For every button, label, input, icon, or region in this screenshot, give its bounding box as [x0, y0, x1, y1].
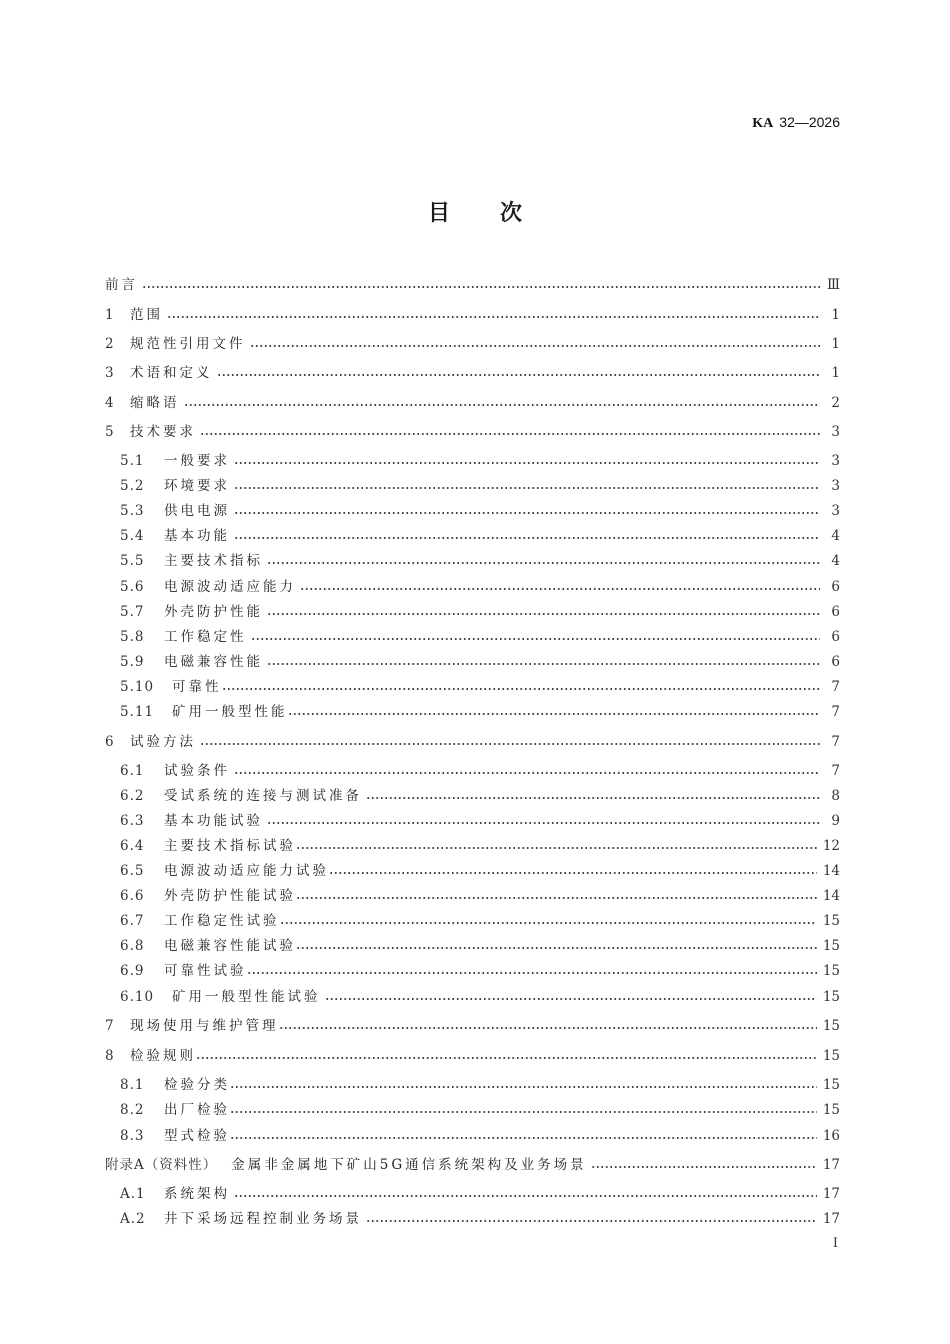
toc-entry-page: 7	[831, 734, 840, 750]
toc-entry-page: 15	[822, 913, 840, 929]
toc-entry-number: 5.9	[120, 654, 145, 670]
dot-leader	[296, 886, 817, 906]
toc-entry[interactable]	[120, 652, 840, 672]
toc-entry-title: 供电电源	[164, 503, 230, 519]
page-title: 目次	[427, 201, 572, 226]
standard-prefix: KA	[752, 116, 774, 131]
toc-entry-number: 8.3	[120, 1128, 145, 1144]
toc-entry[interactable]	[120, 451, 840, 471]
dot-leader	[200, 422, 820, 442]
dot-leader	[234, 526, 820, 546]
toc-entry-number: A.1	[120, 1186, 146, 1202]
dot-leader	[217, 363, 821, 383]
toc-entry-number: 5.5	[120, 553, 145, 569]
toc-entry-title: 电磁兼容性能试验	[164, 938, 296, 954]
dot-leader	[267, 652, 820, 672]
dot-leader	[300, 577, 820, 597]
toc-entry[interactable]	[105, 1016, 840, 1036]
toc-entry-number: 6.7	[120, 913, 145, 929]
toc-entry[interactable]	[120, 577, 840, 597]
toc-entry-title: 试验条件	[164, 763, 230, 779]
toc-entry-number: 7	[105, 1018, 115, 1034]
toc-entry-page: 3	[831, 478, 840, 494]
toc-entry-title: 电源波动适应能力	[164, 579, 296, 595]
toc-entry-page: 15	[822, 938, 840, 954]
toc-entry-number: 6.2	[120, 788, 145, 804]
toc-entry[interactable]	[120, 476, 840, 496]
toc-entry-title: 术语和定义	[130, 365, 213, 381]
toc-entry-title: 矿用一般型性能	[172, 704, 288, 720]
toc-entry-number: 5.3	[120, 503, 145, 519]
toc-entry-title: 外壳防护性能	[164, 604, 263, 620]
dot-leader	[329, 861, 817, 881]
dot-leader	[288, 702, 821, 722]
toc-entry-number: 6.5	[120, 863, 145, 879]
toc-entry[interactable]	[105, 1155, 840, 1175]
dot-leader	[296, 836, 817, 856]
toc-entry-page: 6	[831, 604, 840, 620]
toc-entry[interactable]	[120, 886, 840, 906]
toc-entry[interactable]	[120, 836, 840, 856]
toc-entry-page: 14	[822, 888, 840, 904]
toc-entry-title: 现场使用与维护管理	[130, 1018, 279, 1034]
toc-entry-page: 1	[831, 365, 840, 381]
toc-entry-title: 检验规则	[130, 1048, 196, 1064]
toc-entry-title: 工作稳定性试验	[164, 913, 280, 929]
toc-entry-number: A.2	[120, 1211, 146, 1227]
toc-entry[interactable]	[120, 1100, 840, 1120]
toc-entry-title: 前言	[105, 277, 138, 293]
toc-entry-page: 15	[822, 1048, 840, 1064]
dot-leader	[366, 1209, 817, 1229]
toc-entry-page: 6	[831, 654, 840, 670]
toc-entry-number: 8.2	[120, 1102, 145, 1118]
toc-entry-page: 16	[822, 1128, 840, 1144]
toc-entry-page: 7	[831, 704, 840, 720]
toc-entry-number: 5.10	[120, 679, 155, 695]
dot-leader	[230, 1126, 817, 1146]
page-number: I	[832, 1236, 838, 1251]
dot-leader	[250, 334, 821, 354]
toc-entry[interactable]	[120, 1184, 840, 1204]
toc-entry[interactable]	[105, 334, 840, 354]
toc-entry-title: 工作稳定性	[164, 629, 247, 645]
standard-code	[752, 114, 840, 132]
toc-entry-number: 5.7	[120, 604, 145, 620]
toc-entry[interactable]	[120, 861, 840, 881]
toc-entry-page: 6	[831, 579, 840, 595]
dot-leader	[280, 911, 817, 931]
toc-entry-title: 试验方法	[130, 734, 196, 750]
toc-entry-title: 井下采场远程控制业务场景	[164, 1211, 362, 1227]
toc-entry-title: 系统架构	[164, 1186, 230, 1202]
toc-entry-title: 型式检验	[164, 1128, 230, 1144]
toc-entry-title: 电源波动适应能力试验	[164, 863, 329, 879]
toc-entry-number: 8	[105, 1048, 115, 1064]
toc-entry-number: 5.8	[120, 629, 145, 645]
toc-entry[interactable]	[120, 627, 840, 647]
toc-entry[interactable]	[120, 987, 840, 1007]
toc-entry-page: Ⅲ	[826, 277, 840, 293]
dot-leader	[196, 1046, 817, 1066]
dot-leader	[142, 275, 820, 295]
toc-entry-title: 基本功能	[164, 528, 230, 544]
toc-entry-number: 2	[105, 336, 115, 352]
toc-entry-page: 4	[831, 553, 840, 569]
toc-entry-page: 12	[822, 838, 840, 854]
dot-leader	[230, 1075, 817, 1095]
toc-entry-page: 3	[831, 424, 840, 440]
toc-entry-number: 6.8	[120, 938, 145, 954]
dot-leader	[234, 501, 820, 521]
toc-entry-title: 环境要求	[164, 478, 230, 494]
dot-leader	[234, 761, 820, 781]
toc-entry-number: 4	[105, 395, 115, 411]
dot-leader	[279, 1016, 817, 1036]
toc-entry-title: 一般要求	[164, 453, 230, 469]
dot-leader	[234, 476, 820, 496]
toc-entry-page: 17	[822, 1157, 840, 1173]
toc-entry[interactable]	[120, 961, 840, 981]
toc-entry-title: 可靠性	[172, 679, 222, 695]
toc-entry-title: 矿用一般型性能试验	[172, 989, 321, 1005]
toc-entry-title: 受试系统的连接与测试准备	[164, 788, 362, 804]
toc-entry[interactable]	[105, 275, 840, 295]
toc-entry-number: 3	[105, 365, 115, 381]
toc-entry-page: 8	[831, 788, 840, 804]
toc-entry-number: 6.3	[120, 813, 145, 829]
toc-entry-number: 6.6	[120, 888, 145, 904]
toc-entry-number: 6.9	[120, 963, 145, 979]
standard-number: 32—2026	[779, 114, 840, 130]
toc-entry-page: 6	[831, 629, 840, 645]
toc-entry[interactable]	[120, 677, 840, 697]
toc-entry[interactable]	[120, 551, 840, 571]
toc-entry-page: 4	[831, 528, 840, 544]
toc-entry[interactable]	[120, 501, 840, 521]
toc-entry-title: 主要技术指标试验	[164, 838, 296, 854]
toc-entry-title: 缩略语	[130, 395, 180, 411]
toc-entry[interactable]	[105, 422, 840, 442]
dot-leader	[267, 551, 820, 571]
toc-entry[interactable]	[105, 732, 840, 752]
dot-leader	[325, 987, 817, 1007]
dot-leader	[296, 936, 817, 956]
toc-entry-number: 5.2	[120, 478, 145, 494]
dot-leader	[267, 602, 820, 622]
toc-entry-number: 6.1	[120, 763, 145, 779]
dot-leader	[222, 677, 821, 697]
dot-leader	[267, 811, 820, 831]
toc-entry[interactable]	[105, 363, 840, 383]
toc-entry-page: 2	[831, 395, 840, 411]
toc-entry-title: 规范性引用文件	[130, 336, 246, 352]
toc-entry[interactable]	[120, 936, 840, 956]
toc-entry[interactable]	[120, 526, 840, 546]
toc-entry[interactable]	[120, 761, 840, 781]
toc-entry[interactable]	[105, 393, 840, 413]
dot-leader	[184, 393, 821, 413]
toc-entry-title: 金属非金属地下矿山5G通信系统架构及业务场景	[231, 1157, 587, 1173]
dot-leader	[591, 1155, 817, 1175]
toc-entry[interactable]	[105, 1046, 840, 1066]
toc-entry-number: 5.6	[120, 579, 145, 595]
toc-entry-number: 6.4	[120, 838, 145, 854]
toc-entry-page: 15	[822, 1018, 840, 1034]
toc-entry-page: 7	[831, 679, 840, 695]
toc-entry-number: 8.1	[120, 1077, 145, 1093]
toc-entry-number: 5.1	[120, 453, 145, 469]
toc-entry-page: 9	[831, 813, 840, 829]
toc-entry[interactable]	[120, 786, 840, 806]
toc-entry-title: 检验分类	[164, 1077, 230, 1093]
toc-entry-number: 5.4	[120, 528, 145, 544]
toc-entry[interactable]	[120, 1075, 840, 1095]
toc-entry-number: 6	[105, 734, 115, 750]
toc-entry-number: 1	[105, 307, 115, 323]
toc-entry-page: 15	[822, 989, 840, 1005]
toc-entry[interactable]	[120, 1126, 840, 1146]
dot-leader	[230, 1100, 817, 1120]
dot-leader	[234, 451, 820, 471]
toc-entry[interactable]	[120, 702, 840, 722]
dot-leader	[200, 732, 820, 752]
dot-leader	[167, 305, 820, 325]
toc-entry[interactable]	[120, 1209, 840, 1229]
dot-leader	[366, 786, 820, 806]
toc-entry-title: 主要技术指标	[164, 553, 263, 569]
toc-entry[interactable]	[120, 811, 840, 831]
toc-entry-page: 15	[822, 963, 840, 979]
toc-entry[interactable]	[120, 911, 840, 931]
toc-entry-number: 6.10	[120, 989, 155, 1005]
toc-entry-title: 外壳防护性能试验	[164, 888, 296, 904]
toc-entry-page: 3	[831, 453, 840, 469]
toc-entry-page: 15	[822, 1102, 840, 1118]
dot-leader	[234, 1184, 817, 1204]
toc-entry-page: 3	[831, 503, 840, 519]
toc-entry-page: 7	[831, 763, 840, 779]
toc-entry-page: 14	[822, 863, 840, 879]
toc-entry-title: 出厂检验	[164, 1102, 230, 1118]
toc-entry-number: 附录A（资料性）	[105, 1157, 218, 1173]
toc-entry-page: 1	[831, 336, 840, 352]
toc-entry-title: 可靠性试验	[164, 963, 247, 979]
dot-leader	[247, 961, 817, 981]
toc-entry-title: 电磁兼容性能	[164, 654, 263, 670]
toc-entry-title: 技术要求	[130, 424, 196, 440]
dot-leader	[251, 627, 821, 647]
toc-entry-page: 15	[822, 1077, 840, 1093]
toc-entry-title: 范围	[130, 307, 163, 323]
toc-entry-title: 基本功能试验	[164, 813, 263, 829]
toc-entry-page: 17	[822, 1211, 840, 1227]
toc-entry[interactable]	[120, 602, 840, 622]
toc-entry-page: 17	[822, 1186, 840, 1202]
toc-entry[interactable]	[105, 305, 840, 325]
toc-entry-number: 5.11	[120, 704, 155, 720]
toc-entry-number: 5	[105, 424, 115, 440]
toc-entry-page: 1	[831, 307, 840, 323]
